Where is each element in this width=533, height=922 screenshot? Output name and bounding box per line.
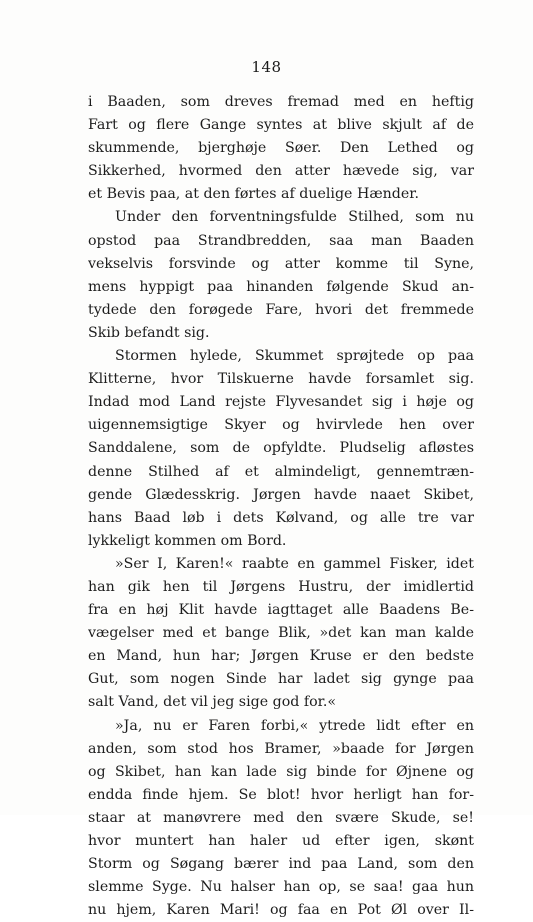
text-line: fra en høj Klit havde iagttaget alle Baadens Be- <box>88 602 474 619</box>
text-line: Indad mod Land rejste Flyvesandet sig i høje og <box>88 394 474 411</box>
text-line: lykkeligt kommen om Bord. <box>88 532 287 549</box>
text-line: i Baaden, som dreves fremad med en heftig <box>88 94 474 110</box>
body-text <box>88 91 474 922</box>
text-line: hans Baad løb i dets Kølvand, og alle tre var <box>88 509 474 526</box>
text-line: vægelser med et bange Blik, »det kan man kalde <box>88 625 474 642</box>
text-line: han gik hen til Jørgens Hustru, der imidlertid <box>88 578 474 595</box>
text-line: Sanddalene, som de opfyldte. Pludselig afløstes <box>88 440 474 457</box>
text-line: Under den forventningsfulde Stilhed, som nu <box>115 209 474 226</box>
text-line: Fart og flere Gange syntes at blive skjult af de <box>88 117 474 134</box>
text-line: anden, som stod hos Bramer, »baade for Jørgen <box>88 740 474 757</box>
text-line: et Bevis paa, at den førtes af duelige Hænder. <box>88 186 420 203</box>
text-line: Skib befandt sig. <box>88 324 210 341</box>
text-line: uigennemsigtige Skyer og hvirvlede hen over <box>88 417 474 434</box>
text-line: denne Stilhed af et almindeligt, gennemtræn- <box>88 463 474 480</box>
text-line: mens hyppigt paa hinanden følgende Skud an- <box>88 278 474 295</box>
page-number: 148 <box>251 58 282 76</box>
text-line: skummende, bjerghøje Søer. Den Lethed og <box>88 140 474 157</box>
text-line: gende Glædesskrig. Jørgen havde naaet Skibet, <box>88 486 474 503</box>
text-line: og Skibet, han kan lade sig binde for Øjnene og <box>88 763 474 780</box>
text-line: hvor muntert han haler ud efter igen, skønt <box>88 833 474 849</box>
text-line: slemme Syge. Nu halser han op, se saa! gaa hun <box>88 879 474 896</box>
text-line: Stormen hylede, Skummet sprøjtede op paa <box>115 348 474 365</box>
text-line: Klitterne, hvor Tilskuerne havde forsamlet sig. <box>88 371 474 388</box>
text-line: en Mand, hun har; Jørgen Kruse er den bedste <box>88 648 474 665</box>
text-line: »Ser I, Karen!« raabte en gammel Fisker, idet <box>115 555 474 572</box>
text-line: nu hjem, Karen Mari! og faa en Pot Øl over Il- <box>88 902 474 919</box>
text-line: endda finde hjem. Se blot! hvor herligt han for- <box>88 786 474 803</box>
text-line: »Ja, nu er Faren forbi,« ytrede lidt efter en <box>115 717 474 734</box>
text-line: vekselvis forsvinde og atter komme til Syne, <box>88 255 474 272</box>
text-line: Sikkerhed, hvormed den atter hævede sig, var <box>88 163 474 180</box>
text-line: tydede den forøgede Fare, hvori det fremmede <box>88 301 474 318</box>
text-line: opstod paa Strandbredden, saa man Baaden <box>88 232 474 249</box>
text-line: staar at manøvrere med den svære Skude, se! <box>88 809 474 826</box>
text-line: Gut, som nogen Sinde har ladet sig gynge paa <box>88 671 474 688</box>
text-line: salt Vand, det vil jeg sige god for.« <box>88 694 337 711</box>
text-line: Storm og Søgang bærer ind paa Land, som den <box>88 856 474 873</box>
